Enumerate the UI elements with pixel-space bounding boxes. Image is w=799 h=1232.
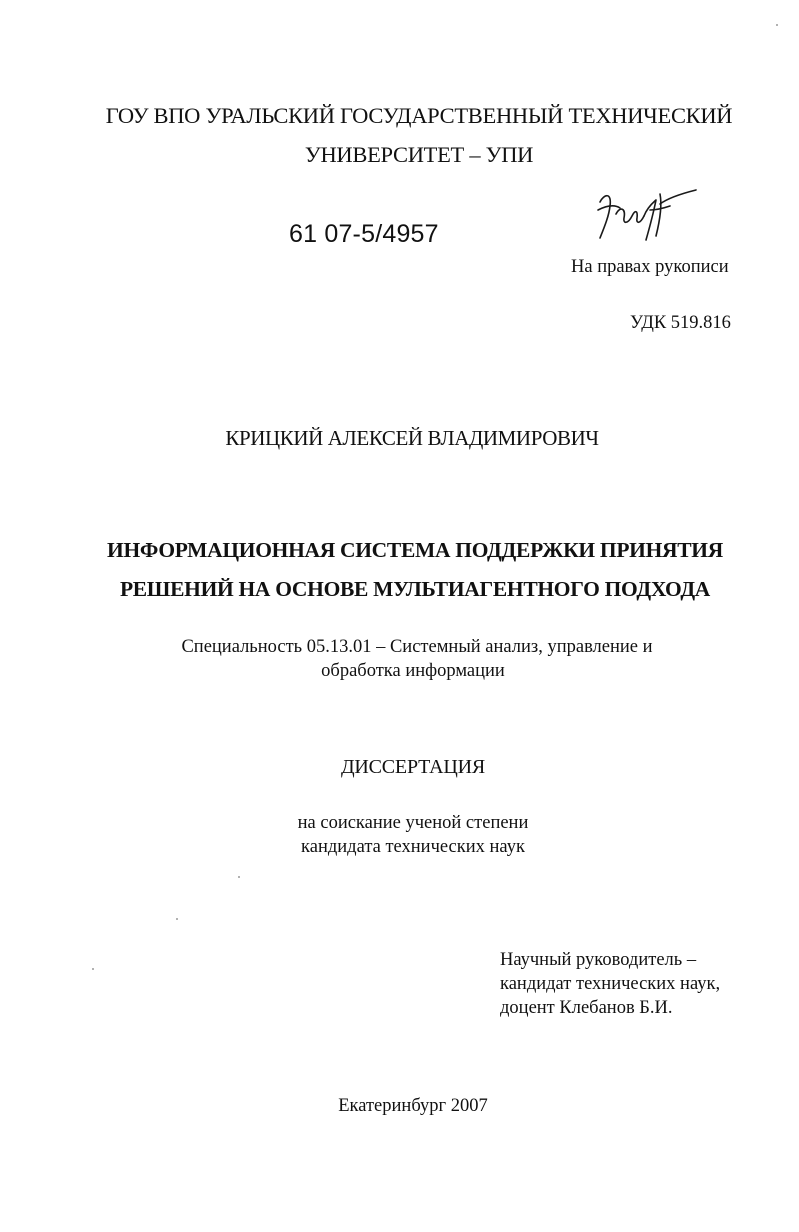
supervisor-degree: кандидат технических наук,	[500, 974, 721, 994]
degree-line2: кандидата технических наук	[301, 837, 525, 857]
library-stamp-number: 61 07-5/4957	[289, 220, 439, 248]
scan-speck	[176, 918, 178, 920]
manuscript-rights-note: На правах рукописи	[571, 257, 729, 277]
supervisor-block	[500, 948, 720, 1020]
supervisor-name: доцент Клебанов Б.И.	[500, 998, 673, 1018]
author-name: КРИЦКИЙ АЛЕКСЕЙ ВЛАДИМИРОВИЧ	[225, 426, 599, 450]
document-type: ДИССЕРТАЦИЯ	[340, 756, 486, 778]
city-year: Екатеринбург 2007	[338, 1096, 488, 1116]
signature-icon	[590, 180, 710, 250]
degree-line1: на соискание ученой степени	[297, 813, 529, 833]
scan-speck	[776, 24, 778, 26]
university-name-line2: УНИВЕРСИТЕТ – УПИ	[304, 142, 534, 167]
thesis-title-line1: ИНФОРМАЦИОННАЯ СИСТЕМА ПОДДЕРЖКИ ПРИНЯТИЯ	[107, 538, 723, 562]
university-name-line1: ГОУ ВПО УРАЛЬСКИЙ ГОСУДАРСТВЕННЫЙ ТЕХНИЧЕСКИЙ	[105, 103, 733, 128]
specialty-line2: обработка информации	[321, 661, 505, 681]
udc-code: УДК 519.816	[630, 313, 731, 333]
supervisor-role: Научный руководитель –	[500, 950, 697, 970]
thesis-title-line2: РЕШЕНИЙ НА ОСНОВЕ МУЛЬТИАГЕНТНОГО ПОДХОДА	[119, 577, 711, 601]
specialty-line1: Специальность 05.13.01 – Системный анализ, управление и	[181, 637, 653, 657]
scan-speck	[92, 968, 94, 970]
scan-speck	[238, 876, 240, 878]
